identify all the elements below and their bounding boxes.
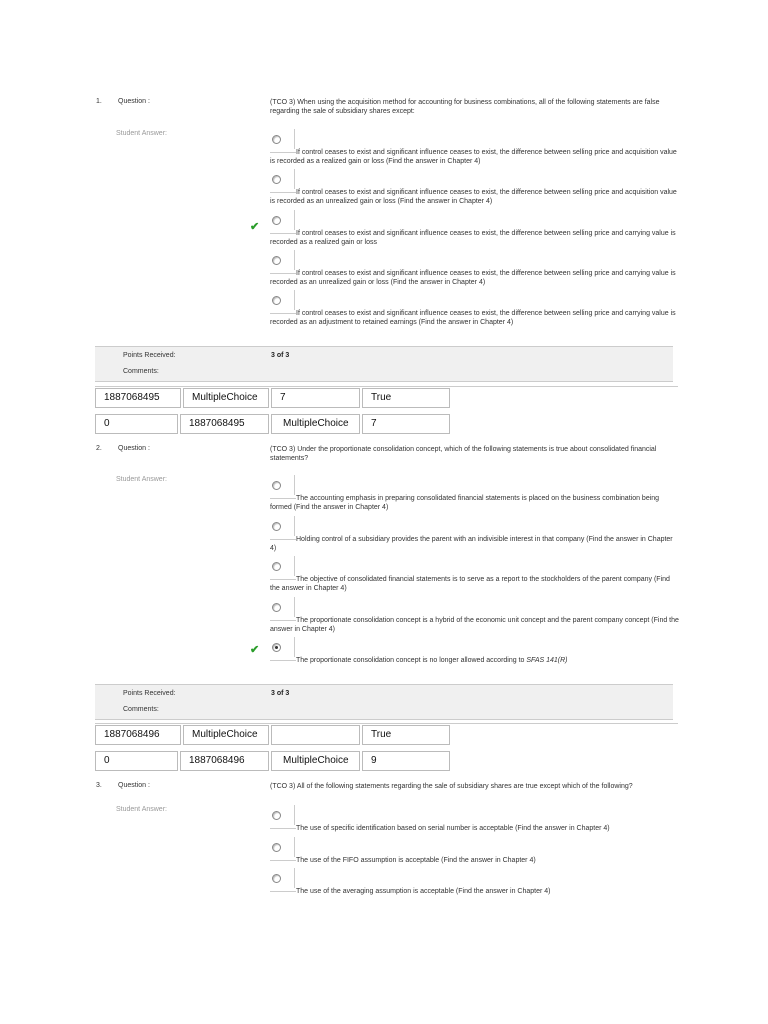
table-cell: 7 (362, 414, 450, 434)
comments-label: Comments: (123, 706, 159, 713)
answer-text: If control ceases to exist and significant influence ceases to exist, the difference between selling price and acquisition value is recorded as a realized gain or loss (Find the answer in Chapter 4) (270, 149, 677, 165)
question-text: (TCO 3) All of the following statements regarding the sale of subsidiary shares are true except which of the following? (270, 783, 633, 790)
radio-button[interactable] (272, 216, 281, 225)
divider (294, 250, 295, 270)
points-label: Points Received: (123, 352, 176, 359)
student-answer-label: Student Answer: (116, 476, 167, 483)
table-cell: 1887068495 (95, 388, 181, 408)
table-cell (271, 725, 360, 745)
table-cell: 1887068495 (180, 414, 269, 434)
answer-text-italic: SFAS 141(R) (526, 657, 568, 664)
radio-button[interactable] (272, 175, 281, 184)
answer-text: The accounting emphasis in preparing consolidated financial statements is placed on the business combination being formed (Find the answer in Chapter 4) (270, 495, 660, 511)
divider (294, 597, 295, 617)
answer-text: The use of the FIFO assumption is acceptable (Find the answer in Chapter 4) (296, 857, 536, 864)
comments-label: Comments: (123, 368, 159, 375)
table-cell: MultipleChoice (183, 725, 269, 745)
radio-button[interactable] (272, 603, 281, 612)
table-cell: 0 (95, 414, 178, 434)
question-number: 3. (96, 782, 102, 789)
points-value: 3 of 3 (271, 352, 290, 359)
points-panel (95, 346, 673, 382)
table-cell: MultipleChoice (183, 388, 269, 408)
table-cell: 1887068496 (180, 751, 269, 771)
divider (294, 516, 295, 536)
divider (294, 210, 295, 230)
divider (294, 169, 295, 189)
answer-text: If control ceases to exist and significant influence ceases to exist, the difference between selling price and carrying value is recorded as a realized gain or loss (270, 230, 676, 246)
question-number: 1. (96, 98, 102, 105)
table-cell: True (362, 725, 450, 745)
answer-text: The use of the averaging assumption is acceptable (Find the answer in Chapter 4) (296, 888, 551, 895)
divider (294, 290, 295, 310)
answer-text: If control ceases to exist and significant influence ceases to exist, the difference between selling price and carrying value is recorded as an unrealized gain or loss (Find the answer in Chapter 4) (270, 270, 676, 286)
question-text: (TCO 3) When using the acquisition method for accounting for business combinations, all of the following statements are false regarding the sale of subsidiary shares except: (270, 99, 660, 115)
points-panel (95, 684, 673, 720)
question-label: Question : (118, 98, 150, 105)
table-cell: 0 (95, 751, 178, 771)
radio-button-selected[interactable] (272, 643, 281, 652)
points-label: Points Received: (123, 690, 176, 697)
answer-text (270, 656, 680, 665)
answer-text: If control ceases to exist and significant influence ceases to exist, the difference between selling price and carrying value is recorded as an adjustment to retained earnings (Find the answer in Chapter 4) (270, 310, 676, 326)
table-cell: MultipleChoice (271, 414, 360, 434)
answer-text: Holding control of a subsidiary provides the parent with an indivisible interest in that company (Find the answer in Chapter 4) (270, 536, 673, 552)
divider (294, 805, 295, 825)
correct-check-icon: ✔ (250, 644, 260, 656)
student-answer-label: Student Answer: (116, 130, 167, 137)
points-value: 3 of 3 (271, 690, 290, 697)
answer-text-main: The proportionate consolidation concept is no longer allowed according to (296, 657, 525, 664)
radio-button[interactable] (272, 296, 281, 305)
divider (294, 868, 295, 888)
question-number: 2. (96, 445, 102, 452)
divider (294, 837, 295, 857)
question-label: Question : (118, 445, 150, 452)
question-text: (TCO 3) Under the proportionate consolidation concept, which of the following statements is true about consolidated financial statements? (270, 446, 657, 462)
table-cell: 7 (271, 388, 360, 408)
divider (294, 637, 295, 657)
answer-text: The objective of consolidated financial statements is to serve as a report to the stockholders of the parent company (Find the answer in Chapter 4) (270, 576, 670, 592)
divider (95, 386, 678, 387)
table-cell: 1887068496 (95, 725, 181, 745)
answer-text: If control ceases to exist and significant influence ceases to exist, the difference between selling price and acquisition value is recorded as an unrealized gain or loss (Find the answer in Chapter 4) (270, 189, 677, 205)
table-cell: True (362, 388, 450, 408)
radio-button[interactable] (272, 874, 281, 883)
radio-button[interactable] (272, 522, 281, 531)
divider (294, 475, 295, 495)
radio-button[interactable] (272, 481, 281, 490)
radio-button[interactable] (272, 811, 281, 820)
answer-text: The proportionate consolidation concept is a hybrid of the economic unit concept and the parent company concept (Find the answer in Chapter 4) (270, 617, 679, 633)
radio-button[interactable] (272, 562, 281, 571)
divider (95, 723, 678, 724)
answer-text: The use of specific identification based on serial number is acceptable (Find the answer in Chapter 4) (296, 825, 610, 832)
radio-button[interactable] (272, 843, 281, 852)
question-label: Question : (118, 782, 150, 789)
radio-button[interactable] (272, 256, 281, 265)
divider (294, 556, 295, 576)
student-answer-label: Student Answer: (116, 806, 167, 813)
table-cell: MultipleChoice (271, 751, 360, 771)
radio-button[interactable] (272, 135, 281, 144)
correct-check-icon: ✔ (250, 221, 260, 233)
table-cell: 9 (362, 751, 450, 771)
divider (294, 129, 295, 149)
